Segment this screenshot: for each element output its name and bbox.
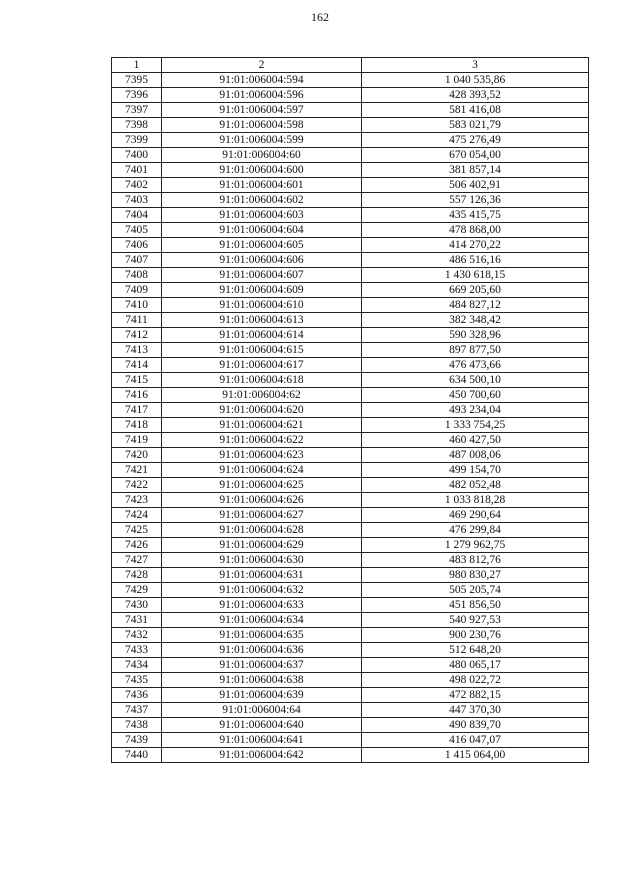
cadastral-number-cell: 91:01:006004:613 xyxy=(162,313,362,328)
row-number-cell: 7434 xyxy=(112,658,162,673)
cadastral-number-cell: 91:01:006004:627 xyxy=(162,508,362,523)
row-number-cell: 7402 xyxy=(112,178,162,193)
value-cell: 506 402,91 xyxy=(362,178,589,193)
table-row xyxy=(112,463,589,478)
cadastral-number-cell: 91:01:006004:634 xyxy=(162,613,362,628)
row-number-cell: 7398 xyxy=(112,118,162,133)
table-row xyxy=(112,343,589,358)
row-number-cell: 7406 xyxy=(112,238,162,253)
row-number-cell: 7410 xyxy=(112,298,162,313)
table-row xyxy=(112,598,589,613)
table-row xyxy=(112,733,589,748)
cadastral-number-cell: 91:01:006004:636 xyxy=(162,643,362,658)
cadastral-number-cell: 91:01:006004:594 xyxy=(162,73,362,88)
row-number-cell: 7413 xyxy=(112,343,162,358)
table-row xyxy=(112,748,589,763)
value-cell: 1 033 818,28 xyxy=(362,493,589,508)
table-row xyxy=(112,223,589,238)
table-row xyxy=(112,208,589,223)
cadastral-number-cell: 91:01:006004:623 xyxy=(162,448,362,463)
value-cell: 498 022,72 xyxy=(362,673,589,688)
cadastral-number-cell: 91:01:006004:638 xyxy=(162,673,362,688)
value-cell: 484 827,12 xyxy=(362,298,589,313)
cadastral-number-cell: 91:01:006004:604 xyxy=(162,223,362,238)
table-row xyxy=(112,358,589,373)
row-number-cell: 7430 xyxy=(112,598,162,613)
header-row xyxy=(112,58,589,73)
cadastral-number-cell: 91:01:006004:606 xyxy=(162,253,362,268)
row-number-cell: 7440 xyxy=(112,748,162,763)
value-cell: 478 868,00 xyxy=(362,223,589,238)
cadastral-number-cell: 91:01:006004:607 xyxy=(162,268,362,283)
row-number-cell: 7431 xyxy=(112,613,162,628)
row-number-cell: 7437 xyxy=(112,703,162,718)
cadastral-number-cell: 91:01:006004:625 xyxy=(162,478,362,493)
value-cell: 447 370,30 xyxy=(362,703,589,718)
row-number-cell: 7421 xyxy=(112,463,162,478)
value-cell: 540 927,53 xyxy=(362,613,589,628)
cadastral-number-cell: 91:01:006004:632 xyxy=(162,583,362,598)
cadastral-number-cell: 91:01:006004:603 xyxy=(162,208,362,223)
column-header-2: 2 xyxy=(162,58,362,73)
table-row xyxy=(112,178,589,193)
value-cell: 581 416,08 xyxy=(362,103,589,118)
table-row xyxy=(112,523,589,538)
row-number-cell: 7418 xyxy=(112,418,162,433)
cadastral-number-cell: 91:01:006004:601 xyxy=(162,178,362,193)
row-number-cell: 7409 xyxy=(112,283,162,298)
cadastral-number-cell: 91:01:006004:639 xyxy=(162,688,362,703)
cadastral-number-cell: 91:01:006004:641 xyxy=(162,733,362,748)
value-cell: 482 052,48 xyxy=(362,478,589,493)
table-row xyxy=(112,328,589,343)
value-cell: 980 830,27 xyxy=(362,568,589,583)
table-row xyxy=(112,493,589,508)
value-cell: 897 877,50 xyxy=(362,343,589,358)
value-cell: 476 299,84 xyxy=(362,523,589,538)
value-cell: 512 648,20 xyxy=(362,643,589,658)
value-cell: 1 040 535,86 xyxy=(362,73,589,88)
row-number-cell: 7405 xyxy=(112,223,162,238)
value-cell: 490 839,70 xyxy=(362,718,589,733)
table-row xyxy=(112,508,589,523)
value-cell: 469 290,64 xyxy=(362,508,589,523)
value-cell: 590 328,96 xyxy=(362,328,589,343)
value-cell: 505 205,74 xyxy=(362,583,589,598)
row-number-cell: 7439 xyxy=(112,733,162,748)
value-cell: 557 126,36 xyxy=(362,193,589,208)
value-cell: 381 857,14 xyxy=(362,163,589,178)
value-cell: 435 415,75 xyxy=(362,208,589,223)
table-row xyxy=(112,628,589,643)
cadastral-number-cell: 91:01:006004:617 xyxy=(162,358,362,373)
row-number-cell: 7416 xyxy=(112,388,162,403)
table-row xyxy=(112,283,589,298)
value-cell: 1 333 754,25 xyxy=(362,418,589,433)
cadastral-number-cell: 91:01:006004:642 xyxy=(162,748,362,763)
cadastral-number-cell: 91:01:006004:624 xyxy=(162,463,362,478)
row-number-cell: 7404 xyxy=(112,208,162,223)
table-row xyxy=(112,373,589,388)
value-cell: 487 008,06 xyxy=(362,448,589,463)
row-number-cell: 7403 xyxy=(112,193,162,208)
value-cell: 1 279 962,75 xyxy=(362,538,589,553)
value-cell: 416 047,07 xyxy=(362,733,589,748)
cadastral-number-cell: 91:01:006004:614 xyxy=(162,328,362,343)
column-header-3: 3 xyxy=(362,58,589,73)
row-number-cell: 7399 xyxy=(112,133,162,148)
cadastral-number-cell: 91:01:006004:64 xyxy=(162,703,362,718)
data-table xyxy=(111,57,589,763)
cadastral-number-cell: 91:01:006004:633 xyxy=(162,598,362,613)
table-row xyxy=(112,253,589,268)
value-cell: 476 473,66 xyxy=(362,358,589,373)
table-row xyxy=(112,613,589,628)
table-row xyxy=(112,148,589,163)
cadastral-number-cell: 91:01:006004:637 xyxy=(162,658,362,673)
table-row xyxy=(112,103,589,118)
row-number-cell: 7435 xyxy=(112,673,162,688)
table-row xyxy=(112,643,589,658)
cadastral-number-cell: 91:01:006004:629 xyxy=(162,538,362,553)
value-cell: 483 812,76 xyxy=(362,553,589,568)
row-number-cell: 7412 xyxy=(112,328,162,343)
row-number-cell: 7427 xyxy=(112,553,162,568)
table-row xyxy=(112,163,589,178)
table-row xyxy=(112,313,589,328)
row-number-cell: 7396 xyxy=(112,88,162,103)
row-number-cell: 7429 xyxy=(112,583,162,598)
cadastral-number-cell: 91:01:006004:599 xyxy=(162,133,362,148)
value-cell: 1 415 064,00 xyxy=(362,748,589,763)
row-number-cell: 7419 xyxy=(112,433,162,448)
table-row xyxy=(112,538,589,553)
cadastral-number-cell: 91:01:006004:635 xyxy=(162,628,362,643)
table-row xyxy=(112,433,589,448)
cadastral-number-cell: 91:01:006004:618 xyxy=(162,373,362,388)
value-cell: 480 065,17 xyxy=(362,658,589,673)
table-row xyxy=(112,568,589,583)
table-row xyxy=(112,478,589,493)
cadastral-number-cell: 91:01:006004:597 xyxy=(162,103,362,118)
row-number-cell: 7401 xyxy=(112,163,162,178)
cadastral-number-cell: 91:01:006004:598 xyxy=(162,118,362,133)
cadastral-number-cell: 91:01:006004:610 xyxy=(162,298,362,313)
row-number-cell: 7417 xyxy=(112,403,162,418)
cadastral-number-cell: 91:01:006004:621 xyxy=(162,418,362,433)
row-number-cell: 7408 xyxy=(112,268,162,283)
value-cell: 499 154,70 xyxy=(362,463,589,478)
row-number-cell: 7395 xyxy=(112,73,162,88)
row-number-cell: 7414 xyxy=(112,358,162,373)
table-row xyxy=(112,418,589,433)
row-number-cell: 7428 xyxy=(112,568,162,583)
cadastral-number-cell: 91:01:006004:602 xyxy=(162,193,362,208)
cadastral-number-cell: 91:01:006004:596 xyxy=(162,88,362,103)
cadastral-number-cell: 91:01:006004:615 xyxy=(162,343,362,358)
cadastral-number-cell: 91:01:006004:622 xyxy=(162,433,362,448)
cadastral-number-cell: 91:01:006004:640 xyxy=(162,718,362,733)
table-row xyxy=(112,238,589,253)
value-cell: 414 270,22 xyxy=(362,238,589,253)
row-number-cell: 7400 xyxy=(112,148,162,163)
value-cell: 450 700,60 xyxy=(362,388,589,403)
table-row xyxy=(112,583,589,598)
row-number-cell: 7432 xyxy=(112,628,162,643)
row-number-cell: 7424 xyxy=(112,508,162,523)
table-row xyxy=(112,448,589,463)
row-number-cell: 7426 xyxy=(112,538,162,553)
row-number-cell: 7433 xyxy=(112,643,162,658)
value-cell: 1 430 618,15 xyxy=(362,268,589,283)
value-cell: 669 205,60 xyxy=(362,283,589,298)
row-number-cell: 7438 xyxy=(112,718,162,733)
table-row xyxy=(112,673,589,688)
value-cell: 493 234,04 xyxy=(362,403,589,418)
table-row xyxy=(112,88,589,103)
cadastral-number-cell: 91:01:006004:62 xyxy=(162,388,362,403)
value-cell: 670 054,00 xyxy=(362,148,589,163)
table-body xyxy=(112,73,589,763)
table-row xyxy=(112,298,589,313)
cadastral-number-cell: 91:01:006004:609 xyxy=(162,283,362,298)
table-row xyxy=(112,688,589,703)
page-number: 162 xyxy=(311,10,329,24)
value-cell: 900 230,76 xyxy=(362,628,589,643)
cadastral-number-cell: 91:01:006004:620 xyxy=(162,403,362,418)
value-cell: 475 276,49 xyxy=(362,133,589,148)
table-row xyxy=(112,553,589,568)
cadastral-number-cell: 91:01:006004:60 xyxy=(162,148,362,163)
column-header-1: 1 xyxy=(112,58,162,73)
table-row xyxy=(112,703,589,718)
table-row xyxy=(112,193,589,208)
row-number-cell: 7436 xyxy=(112,688,162,703)
value-cell: 382 348,42 xyxy=(362,313,589,328)
table-row xyxy=(112,403,589,418)
cadastral-number-cell: 91:01:006004:626 xyxy=(162,493,362,508)
table-row xyxy=(112,658,589,673)
value-cell: 486 516,16 xyxy=(362,253,589,268)
cadastral-number-cell: 91:01:006004:631 xyxy=(162,568,362,583)
value-cell: 583 021,79 xyxy=(362,118,589,133)
row-number-cell: 7411 xyxy=(112,313,162,328)
row-number-cell: 7407 xyxy=(112,253,162,268)
value-cell: 472 882,15 xyxy=(362,688,589,703)
row-number-cell: 7423 xyxy=(112,493,162,508)
table-header xyxy=(112,58,589,73)
table-row xyxy=(112,73,589,88)
table-row xyxy=(112,388,589,403)
table-row xyxy=(112,268,589,283)
table-row xyxy=(112,133,589,148)
cadastral-number-cell: 91:01:006004:605 xyxy=(162,238,362,253)
row-number-cell: 7420 xyxy=(112,448,162,463)
row-number-cell: 7415 xyxy=(112,373,162,388)
value-cell: 451 856,50 xyxy=(362,598,589,613)
row-number-cell: 7397 xyxy=(112,103,162,118)
cadastral-number-cell: 91:01:006004:630 xyxy=(162,553,362,568)
value-cell: 460 427,50 xyxy=(362,433,589,448)
cadastral-number-cell: 91:01:006004:628 xyxy=(162,523,362,538)
value-cell: 634 500,10 xyxy=(362,373,589,388)
row-number-cell: 7425 xyxy=(112,523,162,538)
cadastral-number-cell: 91:01:006004:600 xyxy=(162,163,362,178)
row-number-cell: 7422 xyxy=(112,478,162,493)
table-row xyxy=(112,118,589,133)
table-row xyxy=(112,718,589,733)
value-cell: 428 393,52 xyxy=(362,88,589,103)
